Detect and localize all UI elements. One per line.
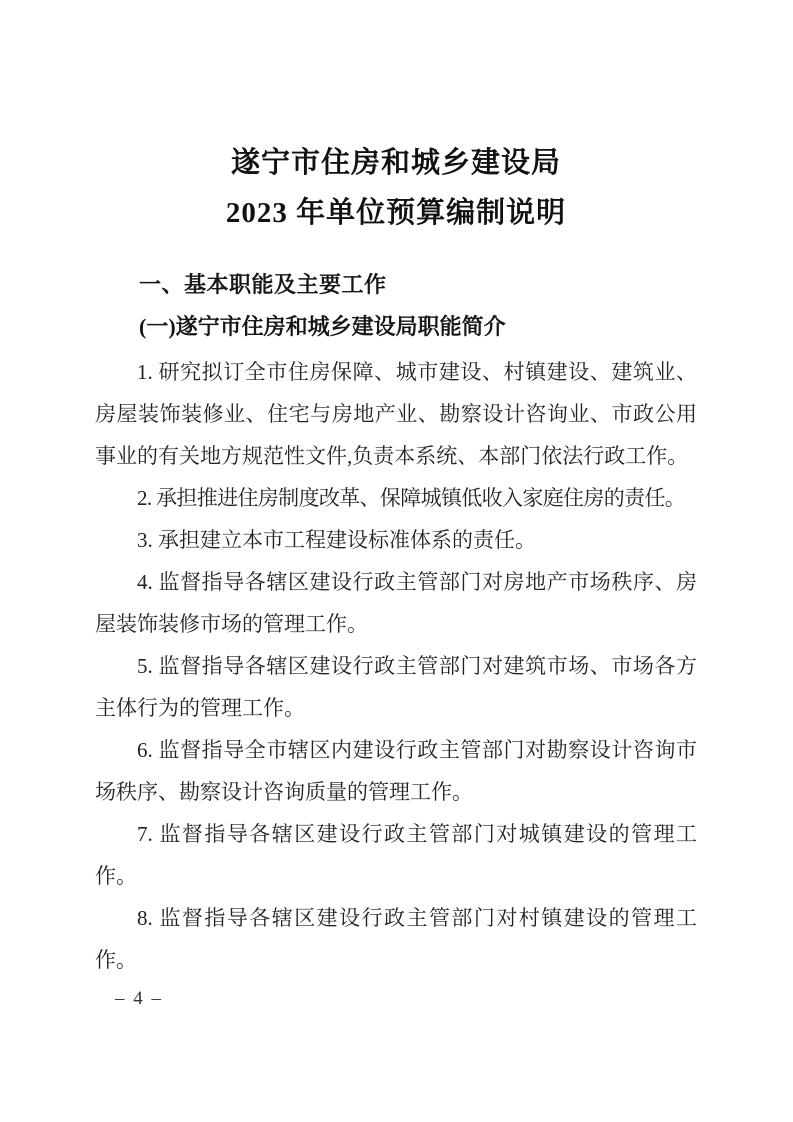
paragraph-6: 6. 监督指导全市辖区内建设行政主管部门对勘察设计咨询市场秩序、勘察设计咨询质量的管理工作。	[95, 738, 697, 804]
document-title	[95, 138, 697, 238]
paragraph-5: 5. 监督指导各辖区建设行政主管部门对建筑市场、市场各方主体行为的管理工作。	[95, 654, 697, 720]
page-number: – 4 –	[115, 988, 163, 1009]
document-title-line2: 2023 年单位预算编制说明	[225, 197, 567, 229]
document-title-line1: 遂宁市住房和城乡建设局	[230, 147, 561, 179]
paragraph-3: 3. 承担建立本市工程建设标准体系的责任。	[137, 528, 536, 552]
document-content	[95, 0, 697, 981]
paragraph-7: 7. 监督指导各辖区建设行政主管部门对城镇建设的管理工作。	[95, 822, 697, 888]
body-text	[95, 351, 697, 981]
paragraph-2: 2. 承担推进住房制度改革、保障城镇低收入家庭住房的责任。	[137, 486, 686, 510]
paragraph-4: 4. 监督指导各辖区建设行政主管部门对房地产市场秩序、房屋装饰装修市场的管理工作。	[95, 570, 697, 636]
paragraph-1: 1. 研究拟订全市住房保障、城市建设、村镇建设、建筑业、房屋装饰装修业、住宅与房地产业、勘察设计咨询业、市政公用事业的有关地方规范性文件,负责本系统、本部门依法行政工作。	[95, 360, 697, 468]
section-heading: 一、基本职能及主要工作	[139, 272, 387, 297]
subsection-heading: (一)遂宁市住房和城乡建设局职能简介	[139, 314, 506, 339]
paragraph-8: 8. 监督指导各辖区建设行政主管部门对村镇建设的管理工作。	[95, 906, 697, 972]
